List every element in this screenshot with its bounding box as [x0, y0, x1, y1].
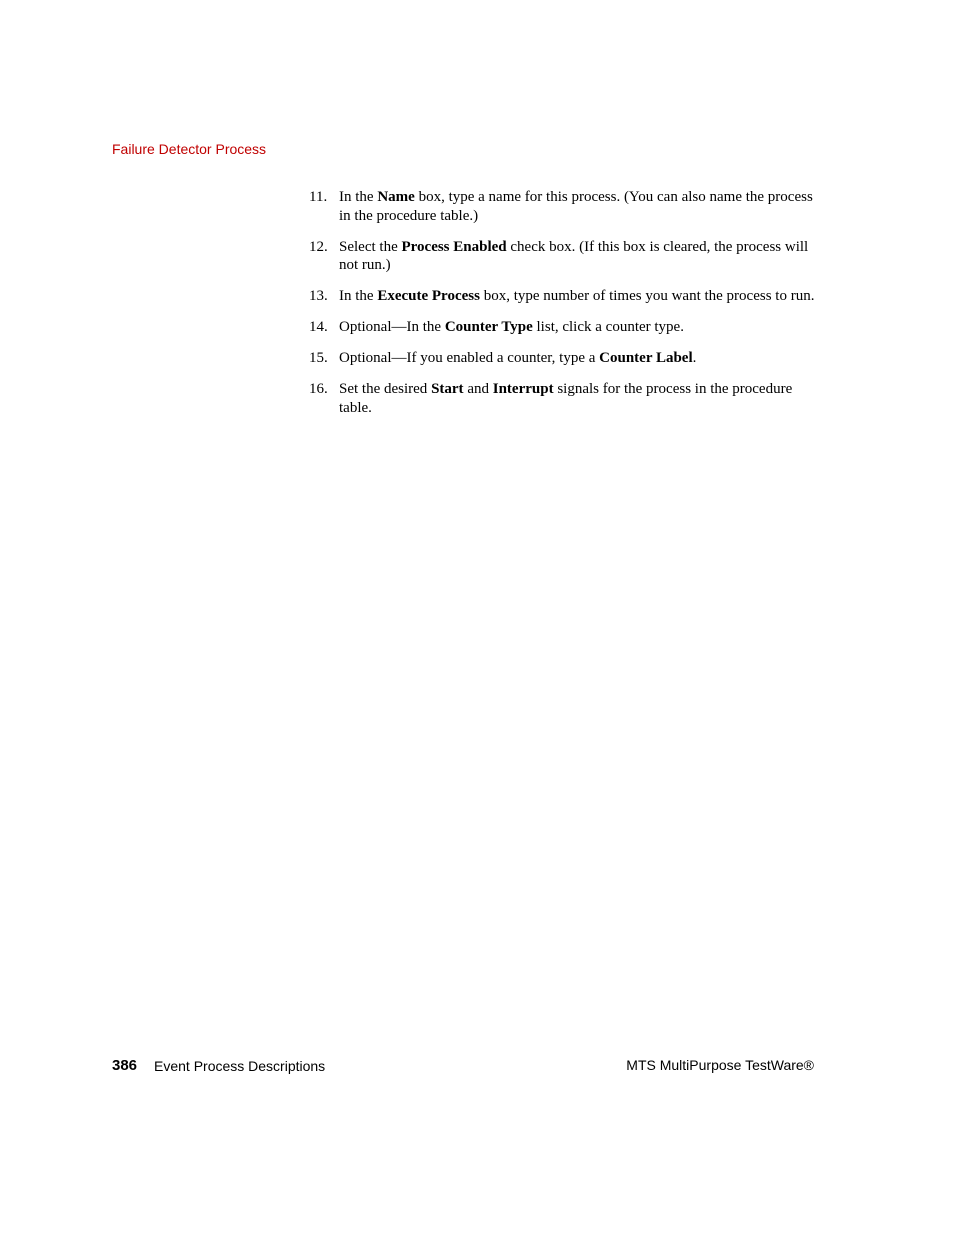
- step-text: [339, 381, 792, 416]
- step-text: [339, 189, 813, 224]
- step-number: 12.: [309, 238, 328, 255]
- step-number: 14.: [309, 319, 328, 335]
- step-text-run: In the: [339, 288, 378, 304]
- page-number: 386: [112, 1057, 138, 1074]
- step-text-run: list, click a counter type.: [532, 319, 684, 335]
- step-text-run: box, type a name for this process. (You can also name the process in the procedure table.): [339, 189, 813, 224]
- product-name: MTS MultiPurpose TestWare®: [626, 1057, 814, 1073]
- section-header: Failure Detector Process: [112, 141, 267, 157]
- ui-term: Start: [431, 381, 464, 397]
- step-text-run: signals for the process in the procedure table.: [339, 381, 793, 416]
- procedure-steps: [309, 188, 821, 430]
- step-item: [309, 349, 821, 368]
- step-item: [309, 380, 821, 417]
- ui-term: Execute Process: [377, 288, 480, 304]
- step-number: 16.: [309, 381, 328, 397]
- step-text-run: Optional—If you enabled a counter, type a: [339, 350, 600, 366]
- step-text-run: .: [692, 350, 697, 366]
- step-item: [309, 318, 821, 337]
- chapter-title: Event Process Descriptions: [154, 1058, 326, 1074]
- step-text-run: Select the: [339, 238, 402, 255]
- ui-term: Process Enabled: [401, 238, 507, 255]
- step-number: 13.: [309, 288, 328, 304]
- step-text: [339, 350, 696, 366]
- step-item: [309, 287, 821, 306]
- step-item: [309, 188, 821, 225]
- step-text-run: check box. (If this box is cleared, the process will not run.): [339, 238, 809, 273]
- ui-term: Counter Type: [444, 319, 533, 335]
- ui-term: Counter Label: [599, 350, 693, 366]
- step-text-run: box, type number of times you want the process to run.: [479, 288, 815, 304]
- step-text-run: In the: [339, 189, 378, 205]
- step-item: [309, 238, 821, 275]
- step-text: [339, 319, 684, 335]
- step-number: 15.: [309, 350, 328, 366]
- step-text-run: and: [463, 381, 493, 397]
- step-number: 11.: [309, 189, 328, 205]
- step-text-run: Set the desired: [339, 381, 432, 397]
- ui-term: Name: [377, 189, 415, 205]
- step-text: [339, 239, 808, 274]
- ui-term: Interrupt: [492, 381, 554, 397]
- step-text: [339, 288, 814, 304]
- step-text-run: Optional—In the: [339, 319, 445, 335]
